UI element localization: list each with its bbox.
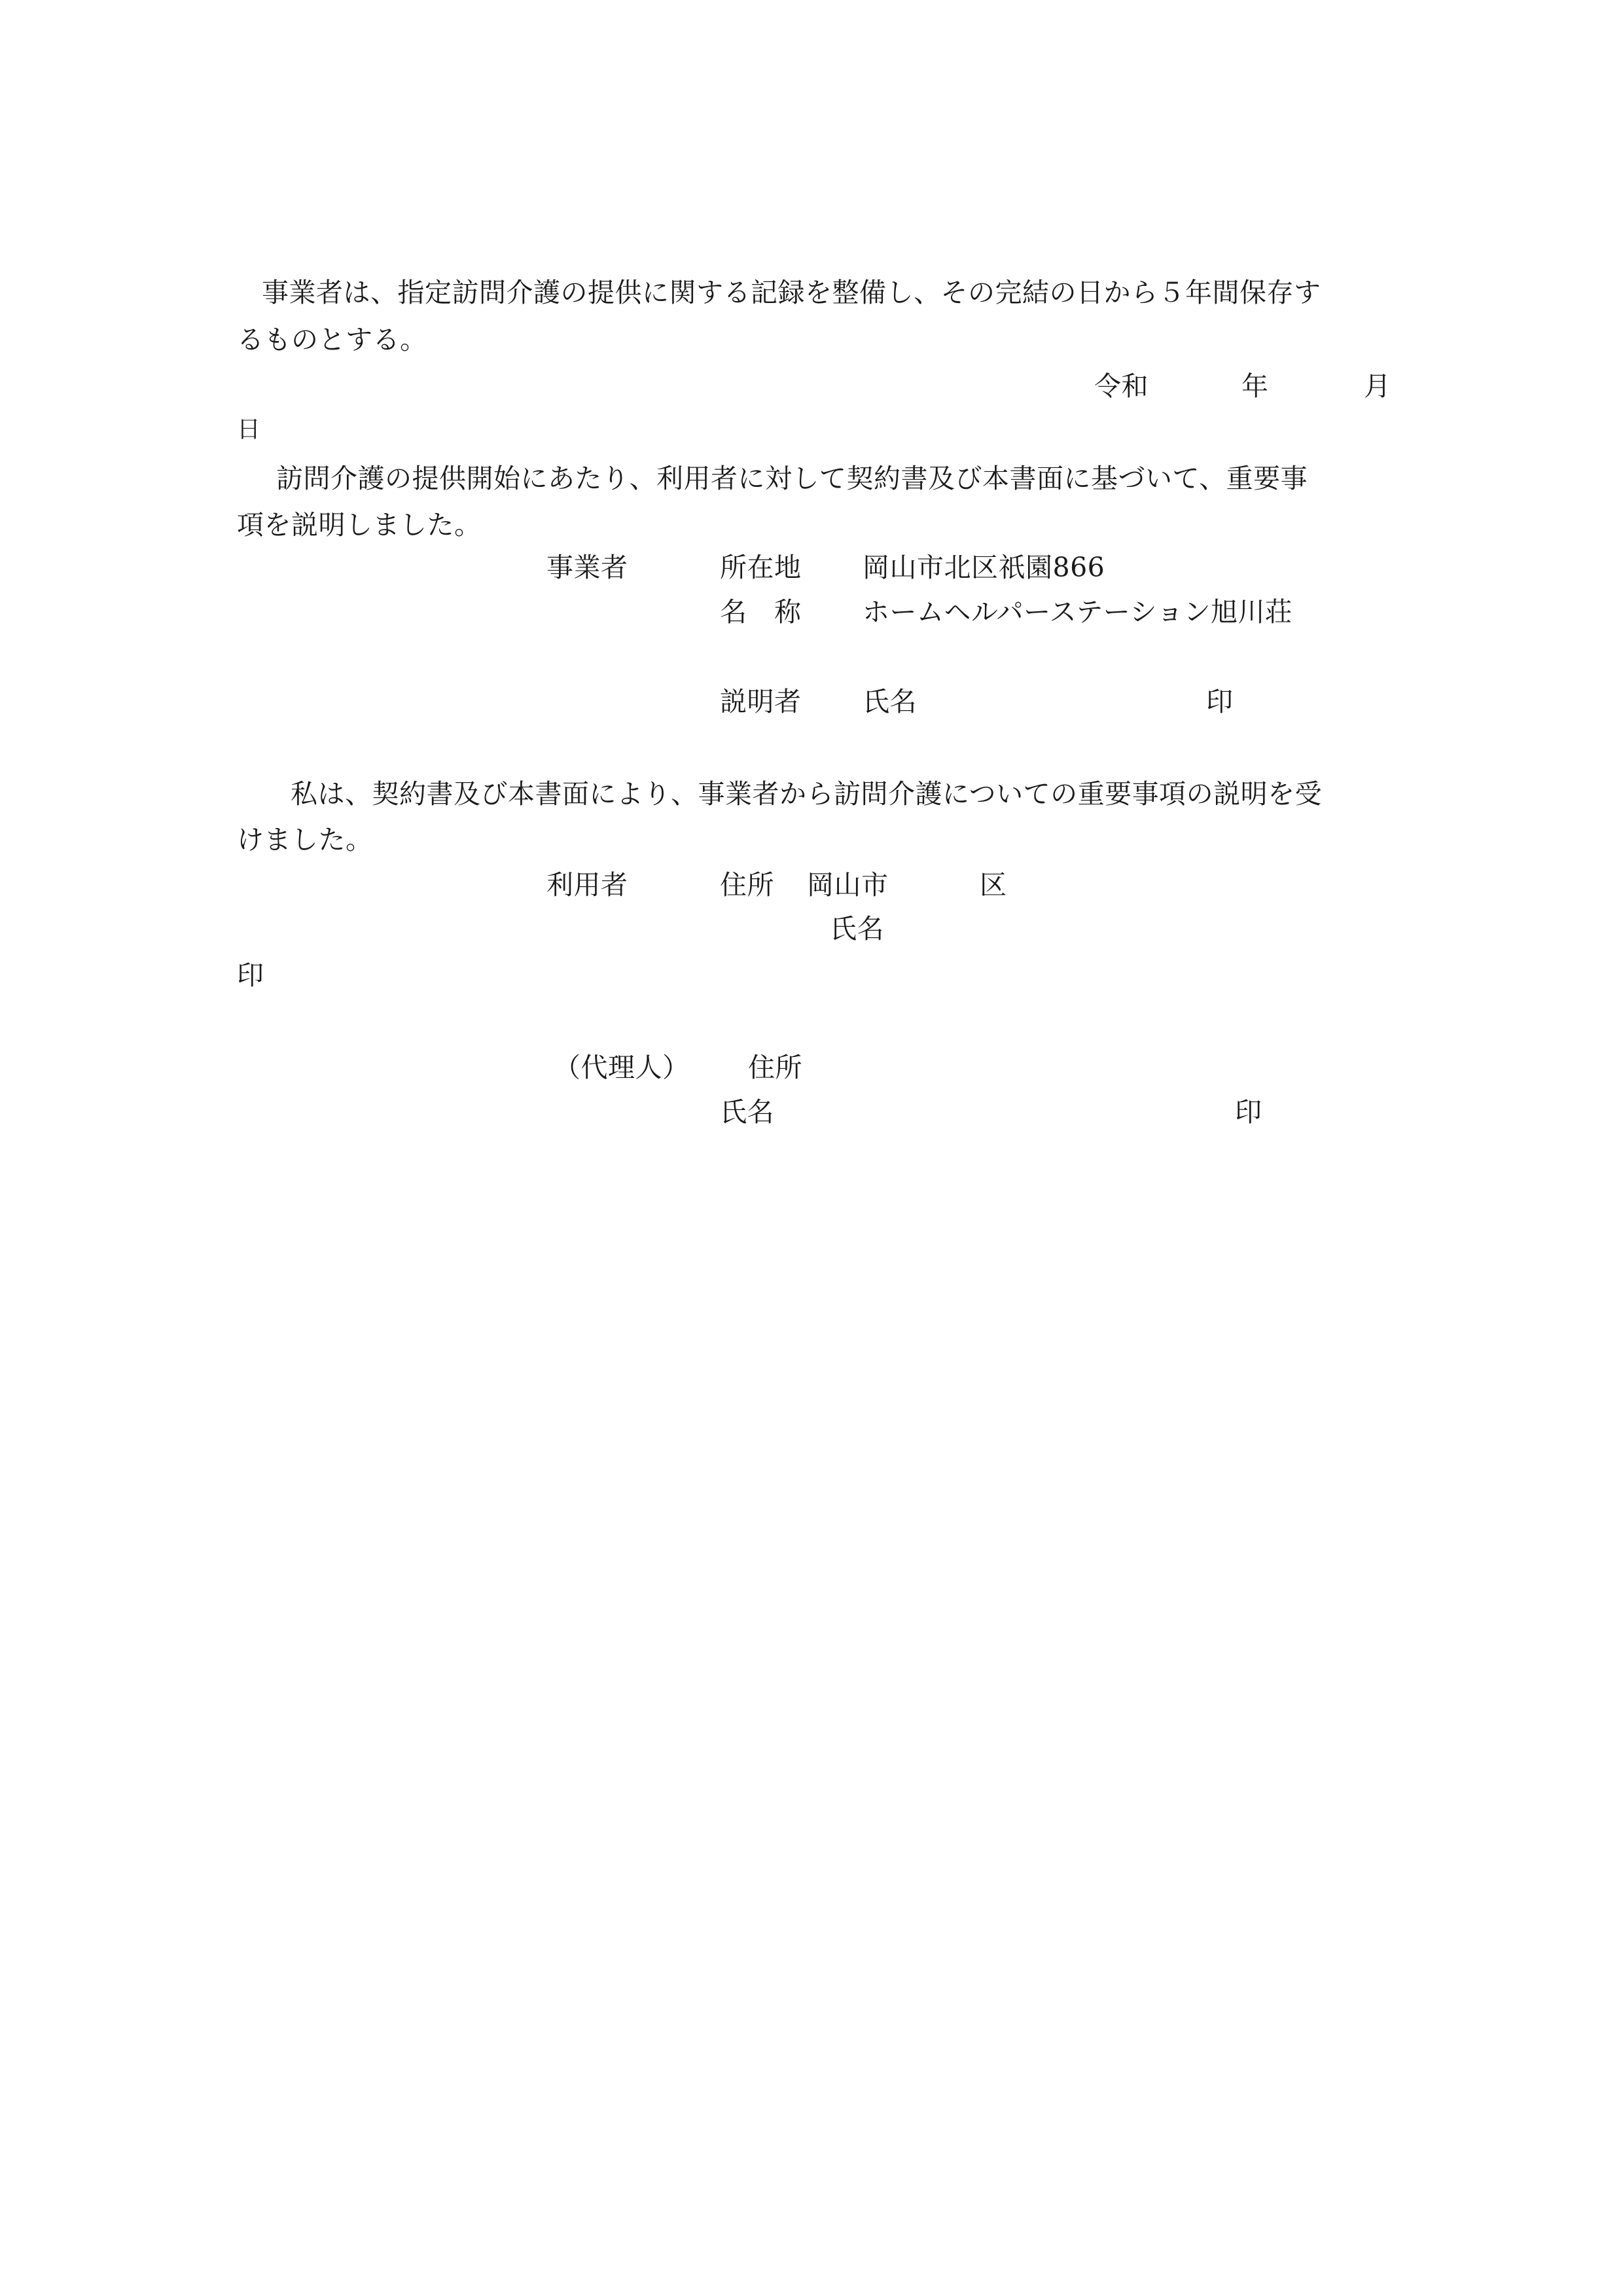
- record-clause-line-2: るものとする。: [237, 324, 427, 355]
- agent-seal: 印: [1235, 1096, 1262, 1128]
- record-clause-line-1: 事業者は、指定訪問介護の提供に関する記録を整備し、その完結の日から５年間保存す: [262, 277, 1321, 308]
- provider-address-value: 岡山市北区祇園866: [863, 552, 1105, 583]
- provider-address-label: 所在地: [720, 552, 802, 583]
- provider-name-label: 名 称: [720, 596, 802, 628]
- explanation-statement-line-2: 項を説明しました。: [237, 509, 482, 541]
- provider-label: 事業者: [546, 552, 628, 583]
- consent-statement-line-2: けました。: [237, 824, 373, 855]
- agent-address-label: 住所: [748, 1052, 802, 1083]
- date-era: 令和: [1094, 370, 1149, 402]
- user-ward-unit: 区: [980, 869, 1007, 901]
- date-year-unit: 年: [1241, 370, 1269, 402]
- provider-name-value: ホームヘルパーステーション旭川荘: [863, 596, 1293, 628]
- user-city: 岡山市: [807, 869, 889, 901]
- agent-name-label: 氏名: [720, 1096, 774, 1128]
- explanation-statement-line-1: 訪問介護の提供開始にあたり、利用者に対して契約書及び本書面に基づいて、重要事: [276, 463, 1308, 494]
- date-month-unit: 月: [1364, 370, 1391, 402]
- agent-label: （代理人）: [554, 1052, 690, 1083]
- date-day-unit: 日: [237, 416, 261, 443]
- user-address-label: 住所: [720, 869, 774, 901]
- consent-statement-line-1: 私は、契約書及び本書面により、事業者から訪問介護についての重要事項の説明を受: [291, 778, 1323, 810]
- user-label: 利用者: [546, 869, 628, 901]
- explainer-label: 説明者: [720, 686, 802, 717]
- user-name-label: 氏名: [830, 913, 884, 944]
- explainer-name-label: 氏名: [863, 686, 917, 717]
- explainer-seal: 印: [1206, 686, 1234, 717]
- user-seal: 印: [237, 960, 264, 991]
